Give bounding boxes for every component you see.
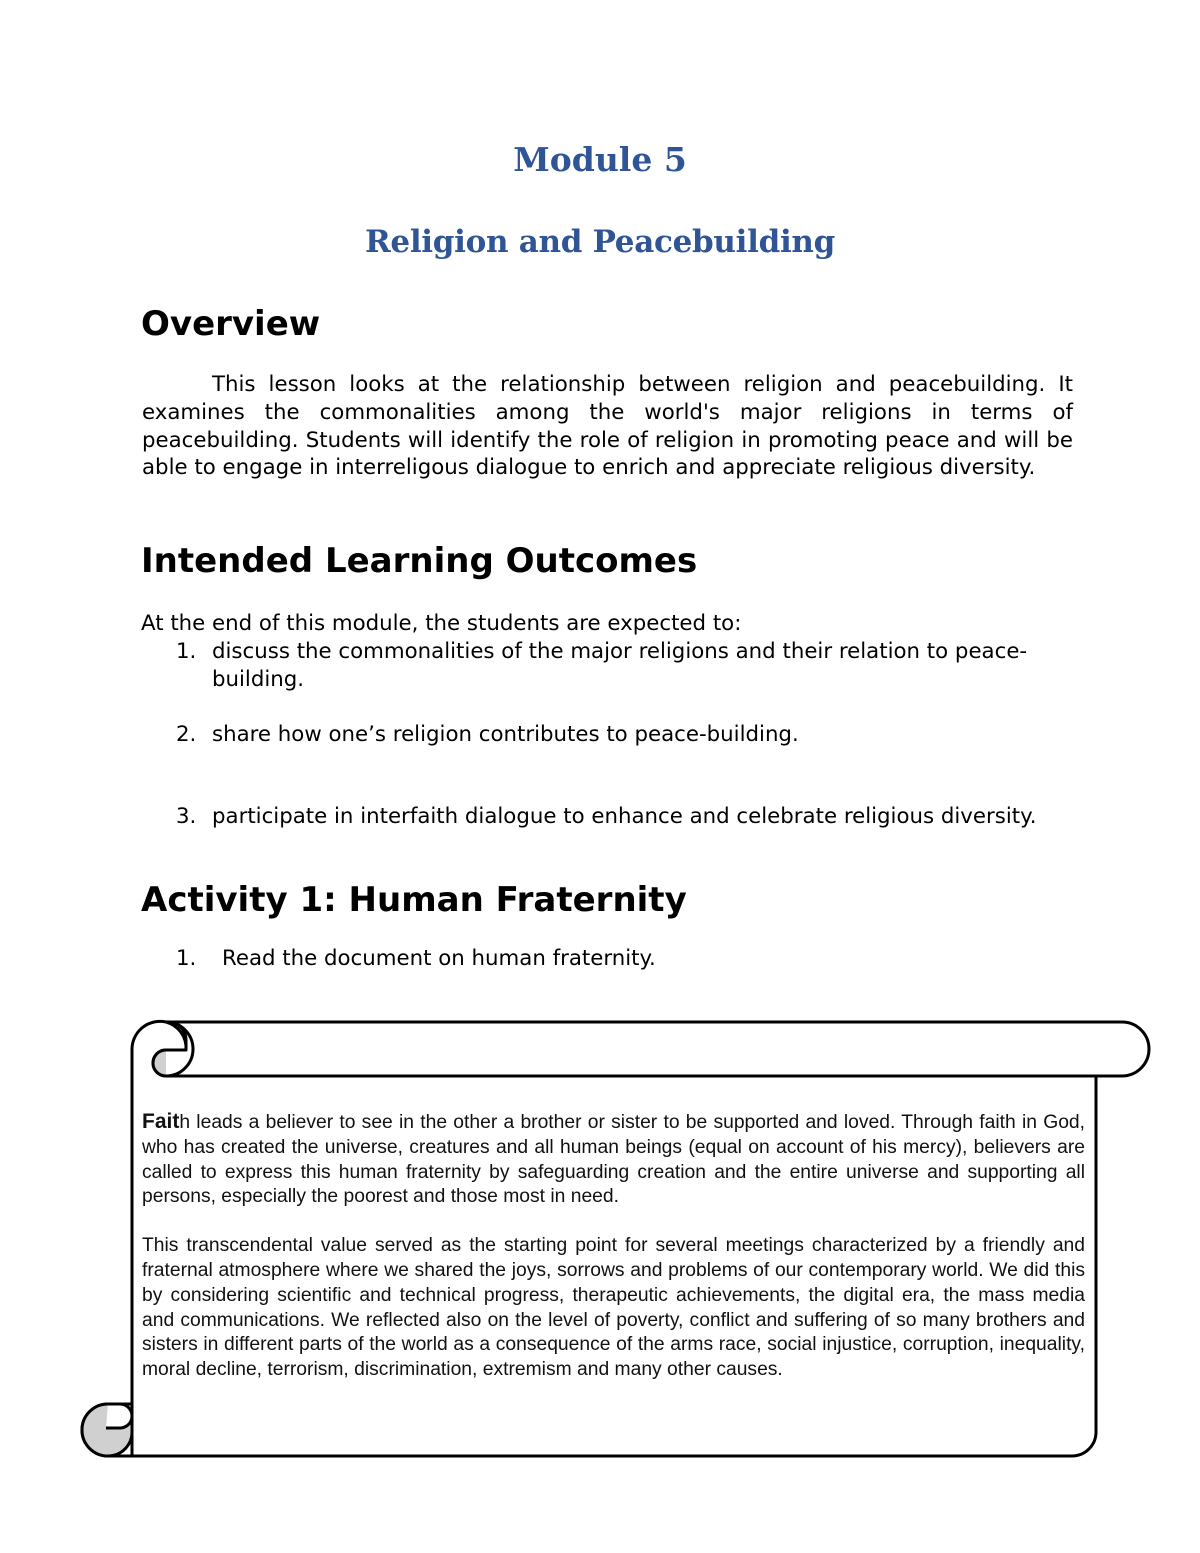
scroll-paragraph-2: This transcendental value served as the starting point for several meetings characterized by a friendly and fraternal atmosphere where we shared the joys, sorrows and problems of our contemporary world. We did this by considering scientific and technical progress, therapeutic achievements, the digital era, the mass media and communications. We reflected also on the level of poverty, conflict and suffering of so many brothers and sisters in different parts of the world as a consequence of the arms race, social injustice, corruption, inequality, moral decline, terrorism, discrimination, extremism and many other causes.	[142, 1235, 1085, 1381]
outcomes-intro: At the end of this module, the students are expected to:	[141, 611, 742, 636]
outcome-text: discuss the commonalities of the major religions and their relation to peace-building.	[212, 639, 1028, 692]
scroll-text-box	[142, 1110, 1085, 1394]
overview-paragraph: This lesson looks at the relationship between religion and peacebuilding. It examines the commonalities among the world's major religions in terms of peacebuilding. Students will identify the role of religion in promoting peace and will be able to engage in interreligous dialogue to enrich and appreciate religious diversity.	[142, 372, 1073, 481]
activity-text: Read the document on human fraternity.	[222, 946, 656, 971]
list-number: 1.	[176, 639, 197, 664]
list-number: 3.	[176, 804, 197, 829]
list-number: 1.	[176, 946, 197, 971]
module-subtitle: Religion and Peacebuilding	[364, 224, 836, 260]
list-number: 2.	[176, 722, 197, 747]
module-title: Module 5	[513, 140, 687, 179]
scroll-lead-word: Fait	[142, 1110, 180, 1133]
activity-heading: Activity 1: Human Fraternity	[141, 880, 687, 920]
scroll-paragraph-1	[142, 1110, 1085, 1210]
outcome-text: participate in interfaith dialogue to enhance and celebrate religious diversity.	[212, 804, 1037, 829]
scroll-paragraph-1-body: h leads a believer to see in the other a brother or sister to be supported and loved. Through faith in God, who has created the universe, creatures and all human beings (equal on account of his mercy), believers are called to express this human fraternity by safeguarding creation and the entire universe and supporting all persons, especially the poorest and those most in need.	[142, 1112, 1085, 1208]
overview-heading: Overview	[141, 304, 321, 344]
outcome-text: share how one’s religion contributes to peace-building.	[212, 722, 799, 747]
outcomes-heading: Intended Learning Outcomes	[141, 541, 698, 581]
